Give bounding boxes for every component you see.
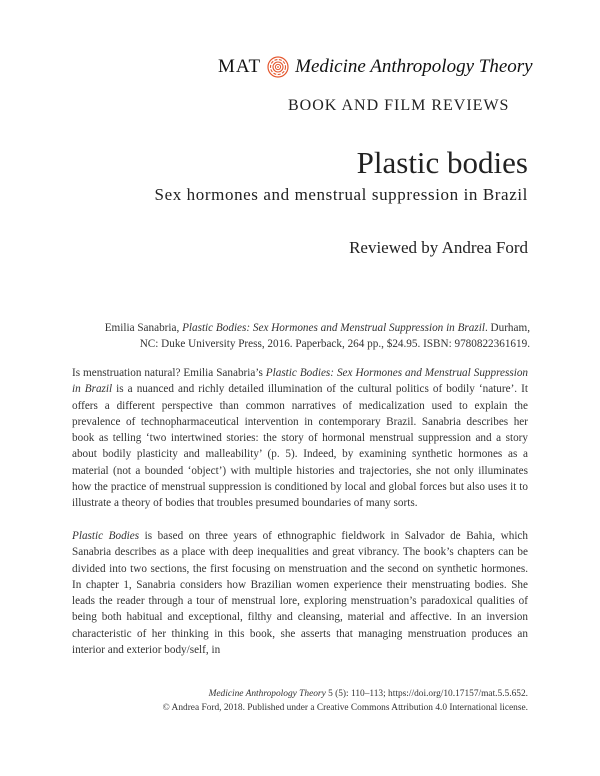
footer-license: © Andrea Ford, 2018. Published under a Creative Commons Attribution 4.0 International license.	[162, 703, 528, 713]
p1-text-start: Is menstruation natural? Emilia Sanabria’s	[72, 367, 266, 379]
footer-ref-details: 5 (5): 110–113; https://doi.org/10.17157/mat.5.5.652.	[325, 689, 528, 699]
citation-details: . Durham, NC: Duke University Press, 2016. Paperback, 264 pp., $24.95. ISBN: 9780822361619.	[139, 322, 530, 350]
p2-book-title: Plastic Bodies	[72, 530, 140, 542]
footer-journal-name: Medicine Anthropology Theory	[208, 689, 326, 699]
book-citation	[90, 320, 530, 352]
section-label: BOOK AND FILM REVIEWS	[288, 97, 510, 114]
article-subtitle: Sex hormones and menstrual suppression in Brazil	[154, 185, 528, 204]
journal-name: Medicine Anthropology Theory	[295, 56, 533, 77]
citation-book-title: Plastic Bodies: Sex Hormones and Menstrual Suppression in Brazil	[182, 322, 485, 334]
footer-reference	[163, 687, 528, 701]
reviewer-byline: Reviewed by Andrea Ford	[349, 238, 528, 257]
p1-text-rest: is a nuanced and richly detailed illumination of the cultural politics of bodily ‘nature’. It offers a different perspective than common narratives of medicalization used to explain the prevalence of technopharmaceutical intervention in contemporary Brazil. Sanabria describes her book as telling ‘two intertwined stories: the story of hormonal menstrual suppression and a story about bodily plasticity and malleability’ (p. 5). Indeed, by examining synthetic hormones as a material (not a bounded ‘object’) with multiple histories and trajectories, she not only illuminates how the practice of menstrual suppression is conditioned by local and global forces but also uses it to illustrate a theory of bodies that troubles presumed boundaries of many sorts.	[72, 383, 528, 510]
article-title: Plastic bodies	[356, 145, 528, 180]
p1-book-title: Plastic Bodies: Sex Hormones and Menstrual Suppression in Brazil	[72, 367, 529, 396]
citation-author: Emilia Sanabria,	[104, 322, 183, 334]
p2-text-rest: is based on three years of ethnographic fieldwork in Salvador de Bahia, which Sanabria describes as a place with deep inequalities and great vibrancy. The book’s chapters can be divided into two sections, the first focusing on menstruation and the second on synthetic hormones. In chapter 1, Sanabria considers how Brazilian women experience their menstruating bodies. She leads the reader through a tour of menstrual lore, exploring menstruation’s paradoxical qualities of being both habitual and exceptional, filthy and cleansing, material and affective. In an inversion characteristic of her thinking in this book, she asserts that managing menstruation produces an interior and exterior body/self, in	[72, 530, 528, 657]
journal-abbreviation: MAT	[218, 56, 262, 77]
journal-masthead	[218, 56, 533, 78]
body-paragraph-1	[72, 365, 528, 512]
spiral-logo-icon	[267, 56, 289, 78]
page-footer	[163, 687, 528, 715]
body-paragraph-2	[72, 528, 528, 658]
